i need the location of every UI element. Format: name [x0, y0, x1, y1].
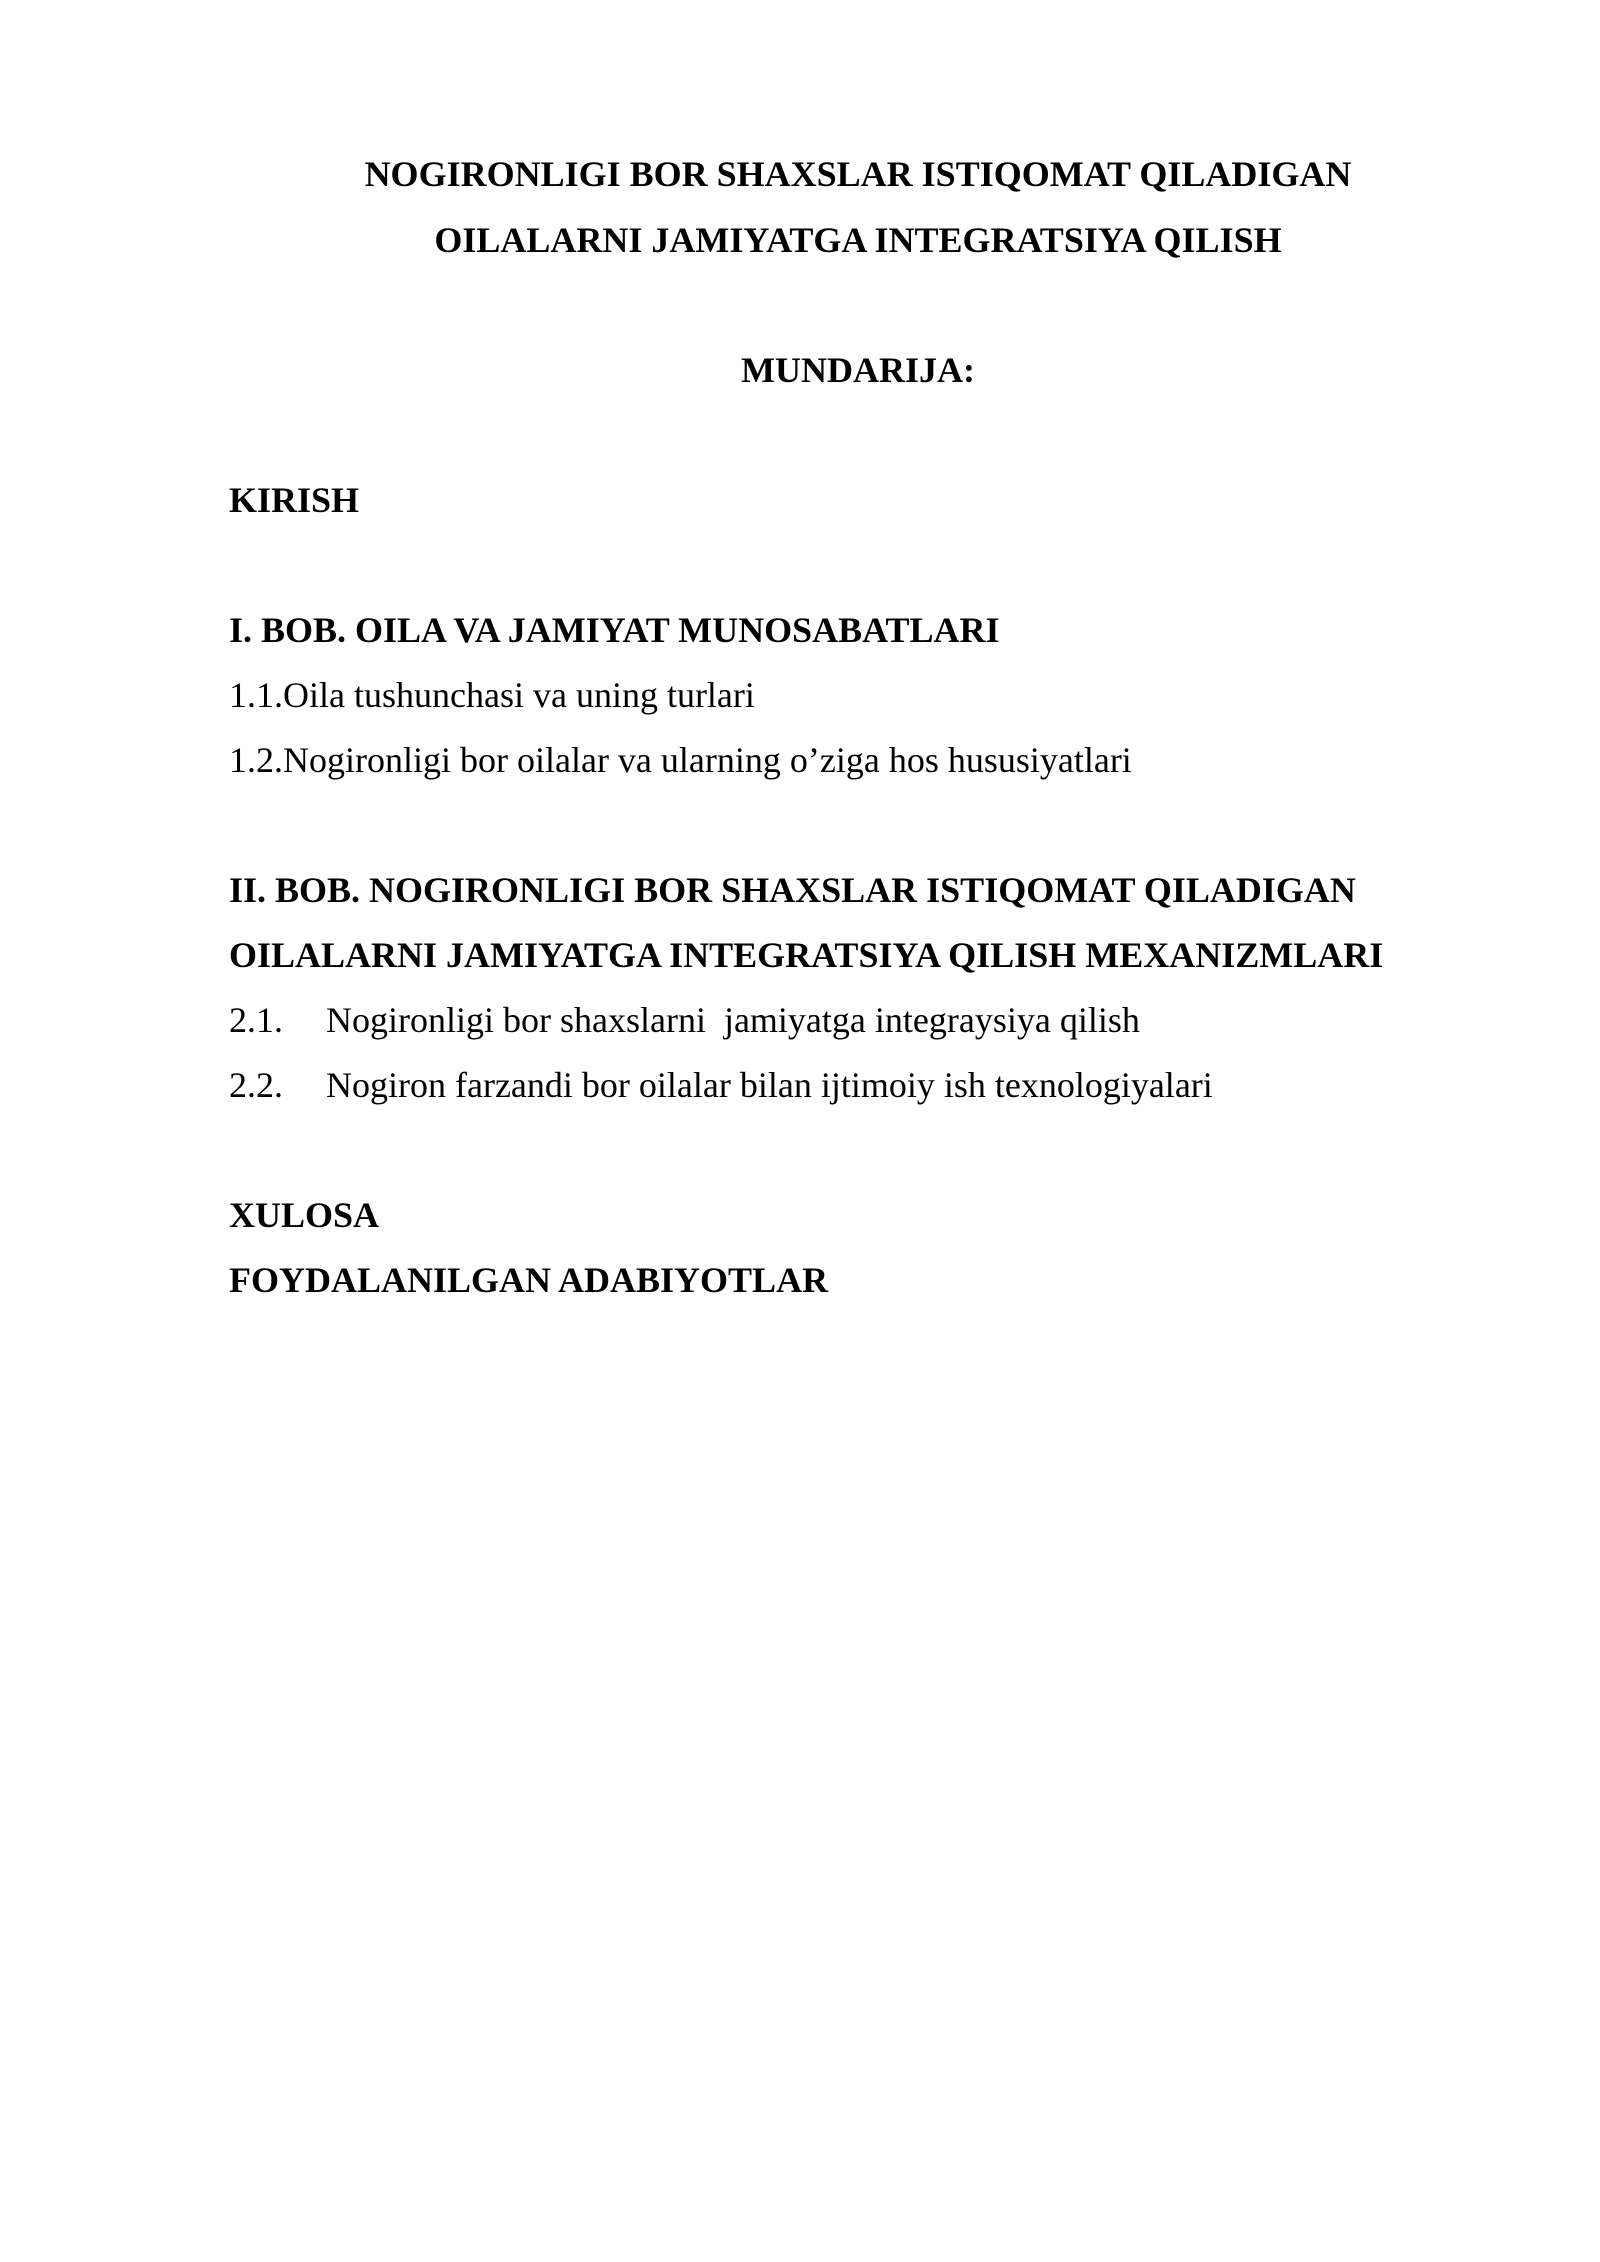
- toc-item-1-2: 1.2.Nogironligi bor oilalar va ularning o’ziga hos hususiyatlari: [229, 740, 1132, 780]
- toc-intro: KIRISH: [229, 480, 360, 520]
- toc-conclusion: XULOSA: [229, 1195, 380, 1235]
- toc-references: FOYDALANILGAN ADABIYOTLAR: [229, 1260, 829, 1300]
- toc-item-number: 2.2.: [229, 1065, 283, 1105]
- toc-item-2-2: [229, 1063, 1213, 1107]
- toc-chapter-1-heading: I. BOB. OILA VA JAMIYAT MUNOSABATLARI: [229, 610, 1000, 650]
- document-title-line-2: OILALARNI JAMIYATGA INTEGRATSIYA QILISH: [434, 220, 1282, 260]
- toc-item-text: Nogironligi bor shaxslarni jamiyatga integraysiya qilish: [326, 1000, 1140, 1040]
- toc-item-2-1: [229, 998, 1140, 1042]
- document-title-line-1: NOGIRONLIGI BOR SHAXSLAR ISTIQOMAT QILADIGAN: [364, 154, 1352, 194]
- toc-item-1-1: 1.1.Oila tushunchasi va uning turlari: [229, 675, 755, 715]
- toc-chapter-2-heading-line-2: OILALARNI JAMIYATGA INTEGRATSIYA QILISH MEXANIZMLARI: [229, 935, 1384, 975]
- toc-item-text: Nogiron farzandi bor oilalar bilan ijtimoiy ish texnologiyalari: [326, 1065, 1213, 1105]
- toc-chapter-2-heading-line-1: II. BOB. NOGIRONLIGI BOR SHAXSLAR ISTIQOMAT QILADIGAN: [229, 870, 1356, 910]
- toc-item-number: 2.1.: [229, 1000, 283, 1040]
- contents-heading: MUNDARIJA:: [741, 350, 975, 390]
